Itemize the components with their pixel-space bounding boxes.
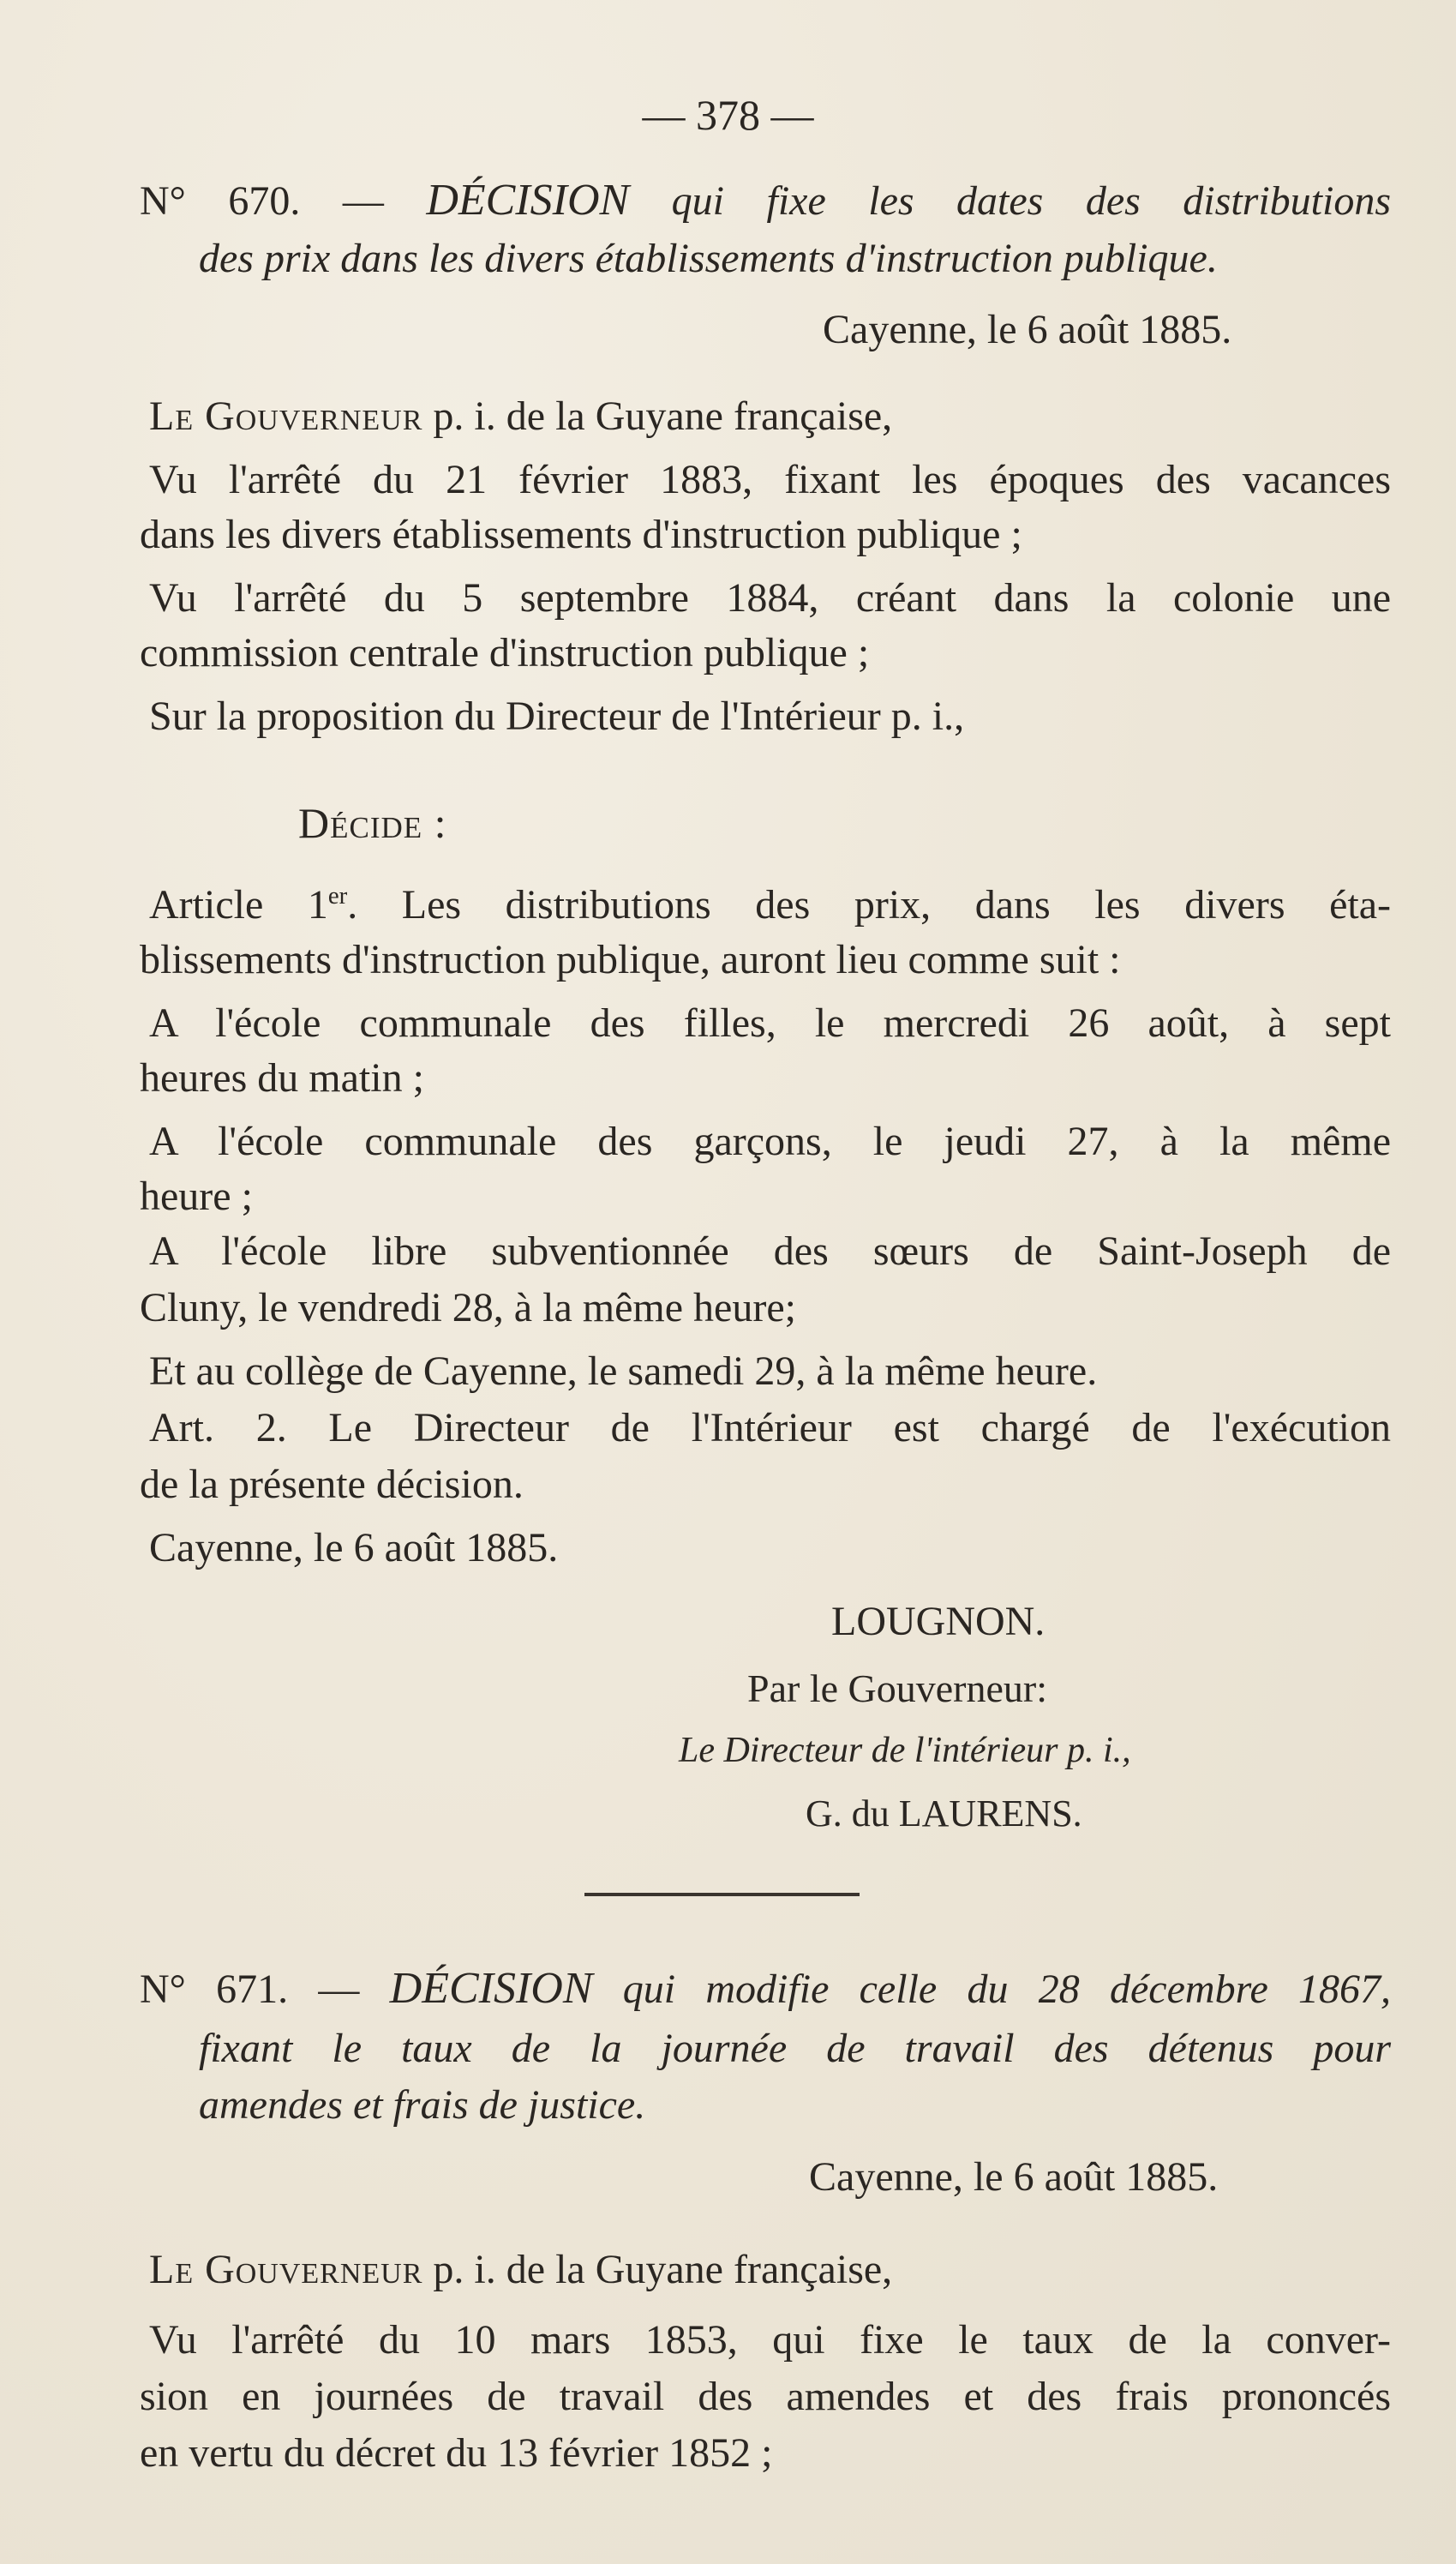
- entry-670-article-1-line-1: [149, 880, 1391, 931]
- entry-670-item-1-line-2: heures du matin ;: [140, 1055, 424, 1101]
- heading-dash: —: [342, 178, 384, 224]
- entry-670-article-1-line-2: blissements d'instruction publique, auront lieu comme suit :: [140, 937, 1121, 982]
- governor-title: Le Gouverneur: [149, 2247, 423, 2292]
- governor-rest: p. i. de la Guyane française,: [433, 393, 893, 439]
- entry-670-title-part: qui fixe les dates des distributions: [671, 178, 1392, 224]
- entry-671-title-part: qui modifie celle du 28 décembre 1867,: [622, 1967, 1392, 2012]
- entry-670-heading-line-1: [140, 175, 1391, 227]
- governor-title: Le Gouverneur: [149, 393, 423, 439]
- entry-670-director-name: G. du LAURENS.: [806, 1792, 1082, 1834]
- entry-670-item-1-line-1: A l'école communale des filles, le mercredi 26 août, à sept: [149, 1000, 1391, 1046]
- entry-670-closing-date: Cayenne, le 6 août 1885.: [149, 1525, 559, 1570]
- entry-670-p3-line-1: Sur la proposition du Directeur de l'Intérieur p. i.,: [149, 694, 965, 739]
- entry-670-item-4-line-1: Et au collège de Cayenne, le samedi 29, à la même heure.: [149, 1348, 1098, 1394]
- entry-670-decide: Décide :: [298, 799, 447, 847]
- entry-670-item-3-line-1: A l'école libre subventionnée des sœurs de Saint-Joseph de: [149, 1228, 1391, 1274]
- entry-670-kind: DÉCISION: [426, 176, 630, 225]
- entry-671-heading-line-1: [140, 1963, 1391, 2015]
- entry-670-signer: LOUGNON.: [831, 1599, 1046, 1644]
- entry-671-governor: [149, 2244, 892, 2296]
- section-divider: [584, 1893, 860, 1896]
- entry-670-article-2-line-2: de la présente décision.: [140, 1462, 524, 1507]
- entry-671-kind: DÉCISION: [389, 1964, 593, 2013]
- entry-670-item-3-line-2: Cluny, le vendredi 28, à la même heure;: [140, 1285, 796, 1330]
- entry-671-p1-line-2: sion en journées de travail des amendes et des frais prononcés: [140, 2374, 1391, 2419]
- entry-670-p2-line-1: Vu l'arrêté du 5 septembre 1884, créant dans la colonie une: [149, 575, 1391, 621]
- heading-dash: —: [318, 1967, 360, 2012]
- entry-670-by-governor: Par le Gouverneur:: [747, 1666, 1047, 1710]
- entry-670-p1-line-2: dans les divers établissements d'instruction publique ;: [140, 512, 1022, 557]
- page-number: — 378 —: [642, 91, 814, 139]
- entry-671-dateline: Cayenne, le 6 août 1885.: [809, 2154, 1219, 2200]
- article-1-text: . Les distributions des prix, dans les divers éta-: [347, 882, 1392, 928]
- entry-670-p2-line-2: commission centrale d'instruction publique ;: [140, 630, 870, 676]
- entry-670-article-2-line-1: Art. 2. Le Directeur de l'Intérieur est chargé de l'exécution: [149, 1405, 1391, 1450]
- entry-671-heading-line-2: fixant le taux de la journée de travail des détenus pour: [199, 2026, 1391, 2071]
- entry-670-item-2-line-1: A l'école communale des garçons, le jeudi 27, à la même: [149, 1119, 1391, 1164]
- entry-671-number: N° 671.: [140, 1967, 289, 2012]
- article-1-label: Article 1: [149, 882, 328, 928]
- entry-670-item-2-line-2: heure ;: [140, 1174, 253, 1219]
- governor-rest: p. i. de la Guyane française,: [433, 2247, 893, 2292]
- entry-671-p1-line-1: Vu l'arrêté du 10 mars 1853, qui fixe le taux de la conver-: [149, 2317, 1391, 2363]
- entry-670-heading-line-2: des prix dans les divers établissements d'instruction publique.: [199, 236, 1218, 281]
- entry-670-number: N° 670.: [140, 178, 301, 224]
- entry-670-p1-line-1: Vu l'arrêté du 21 février 1883, fixant les époques des vacances: [149, 457, 1391, 502]
- article-1-sup: er: [327, 882, 348, 910]
- entry-670-director-title: Le Directeur de l'intérieur p. i.,: [679, 1731, 1131, 1770]
- entry-671-heading-line-3: amendes et frais de justice.: [199, 2082, 646, 2128]
- entry-671-p1-line-3: en vertu du décret du 13 février 1852 ;: [140, 2430, 773, 2476]
- entry-670-dateline: Cayenne, le 6 août 1885.: [823, 307, 1232, 352]
- entry-670-governor: [149, 391, 892, 442]
